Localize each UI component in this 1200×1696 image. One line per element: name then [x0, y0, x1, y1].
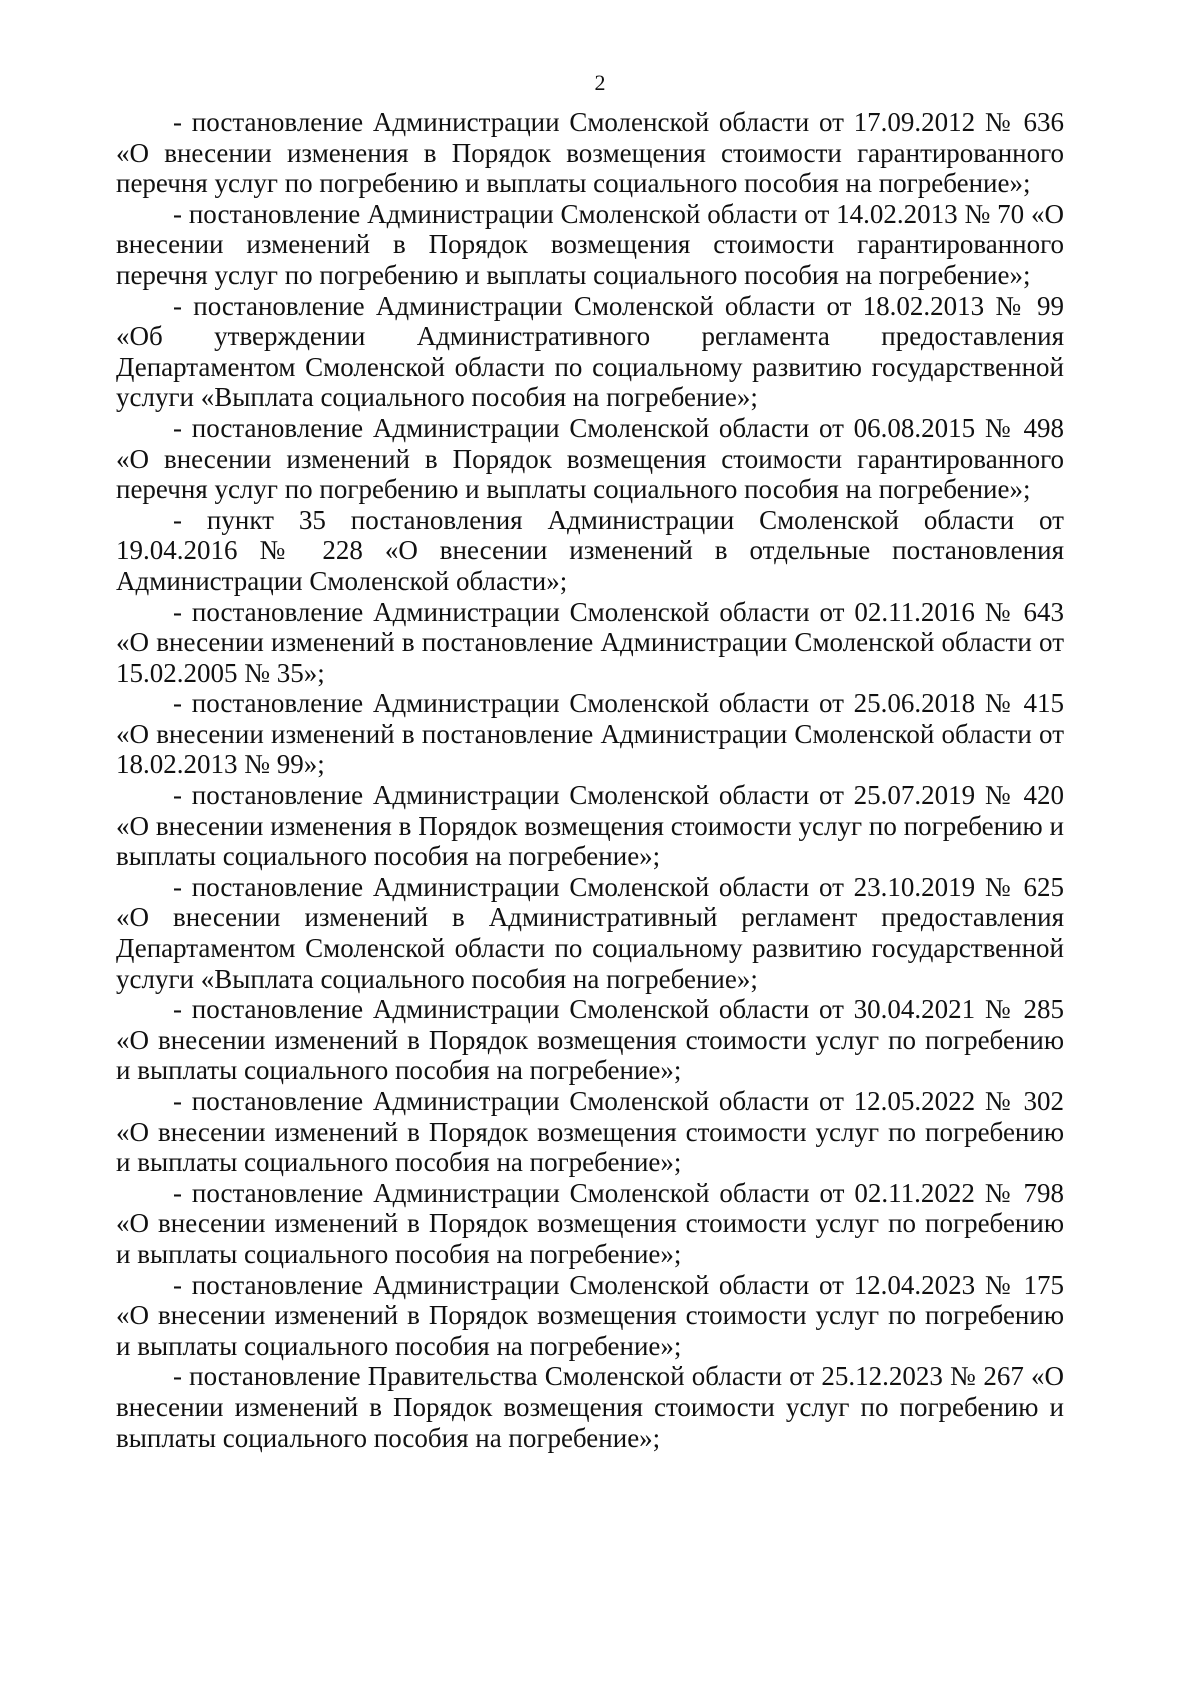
list-item: - постановление Администрации Смоленской области от 17.09.2012 № 636 «О внесении изменения в Порядок возмещения стоимости гарантированного перечня услуг по погребению и выплаты социального пособия на погребение»;	[116, 107, 1064, 199]
list-item: - пункт 35 постановления Администрации Смоленской области от 19.04.2016 № 228 «О внесении изменений в отдельные постановления Администрации Смоленской области»;	[116, 504, 1064, 596]
list-item: - постановление Администрации Смоленской области от 02.11.2016 № 643 «О внесении изменений в постановление Администрации Смоленской области от 15.02.2005 № 35»;	[116, 596, 1064, 688]
list-item: - постановление Администрации Смоленской области от 25.06.2018 № 415 «О внесении изменений в постановление Администрации Смоленской области от 18.02.2013 № 99»;	[116, 688, 1064, 780]
list-item: - постановление Администрации Смоленской области от 14.02.2013 № 70 «О внесении изменений в Порядок возмещения стоимости гарантированного перечня услуг по погребению и выплаты социального пособия на погребение»;	[116, 198, 1064, 290]
repealed-acts-list	[116, 107, 1064, 1453]
list-item: - постановление Администрации Смоленской области от 12.04.2023 № 175 «О внесении изменений в Порядок возмещения стоимости услуг по погребению и выплаты социального пособия на погребение»;	[116, 1269, 1064, 1361]
list-item: - постановление Администрации Смоленской области от 18.02.2013 № 99 «Об утверждении Административного регламента предоставления Департаментом Смоленской области по социальному развитию государственной услуги «Выплата социального пособия на погребение»;	[116, 290, 1064, 413]
list-item: - постановление Правительства Смоленской области от 25.12.2023 № 267 «О внесении изменений в Порядок возмещения стоимости услуг по погребению и выплаты социального пособия на погребение»;	[116, 1361, 1064, 1453]
list-item: - постановление Администрации Смоленской области от 06.08.2015 № 498 «О внесении изменений в Порядок возмещения стоимости гарантированного перечня услуг по погребению и выплаты социального пособия на погребение»;	[116, 412, 1064, 505]
list-item: - постановление Администрации Смоленской области от 02.11.2022 № 798 «О внесении изменений в Порядок возмещения стоимости услуг по погребению и выплаты социального пособия на погребение»;	[116, 1177, 1064, 1269]
list-item: - постановление Администрации Смоленской области от 30.04.2021 № 285 «О внесении изменений в Порядок возмещения стоимости услуг по погребению и выплаты социального пособия на погребение»;	[116, 994, 1064, 1086]
page-number: 2	[594, 70, 606, 95]
list-item: - постановление Администрации Смоленской области от 12.05.2022 № 302 «О внесении изменений в Порядок возмещения стоимости услуг по погребению и выплаты социального пособия на погребение»;	[116, 1086, 1064, 1178]
list-item: - постановление Администрации Смоленской области от 25.07.2019 № 420 «О внесении изменения в Порядок возмещения стоимости услуг по погребению и выплаты социального пособия на погребение»;	[116, 780, 1064, 872]
list-item: - постановление Администрации Смоленской области от 23.10.2019 № 625 «О внесении изменений в Административный регламент предоставления Департаментом Смоленской области по социальному развитию государственной услуги «Выплата социального пособия на погребение»;	[116, 871, 1064, 994]
